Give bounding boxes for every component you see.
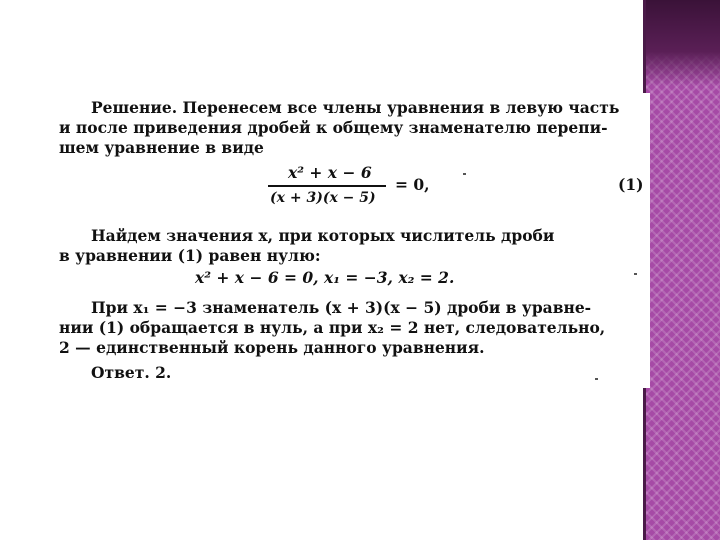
paragraph-1-line-3: шем уравнение в виде: [59, 138, 264, 157]
scan-speck: [595, 378, 598, 380]
paragraph-1-line-2: и после приведения дробей к общему знаменателю перепи-: [59, 118, 608, 137]
equation-2: x² + x − 6 = 0, x₁ = −3, x₂ = 2.: [195, 268, 455, 287]
paragraph-3-line-1: При x₁ = −3 знаменатель (x + 3)(x − 5) дроби в уравне-: [91, 298, 592, 317]
paragraph-1-line-1-text: Перенесем все члены уравнения в левую часть: [182, 98, 620, 117]
equation-1-rhs: = 0,: [395, 175, 430, 194]
paragraph-3-line-2: нии (1) обращается в нуль, а при x₂ = 2 нет, следовательно,: [59, 318, 606, 337]
solution-label: Решение.: [91, 98, 178, 117]
scan-speck: [463, 173, 466, 175]
paragraph-1-line-1: [91, 98, 619, 118]
equation-1-number: (1): [618, 175, 644, 194]
paragraph-2-line-1: Найдем значения x, при которых числитель дроби: [91, 226, 555, 245]
equation-1-numerator: x² + x − 6: [288, 163, 372, 182]
answer-line: Ответ. 2.: [91, 363, 172, 382]
fraction-bar: [268, 185, 386, 187]
paragraph-2-line-2: в уравнении (1) равен нулю:: [59, 246, 321, 265]
scanned-text-region: [55, 93, 650, 388]
decorative-band-dark-top: [643, 0, 720, 86]
scan-speck: [634, 273, 637, 275]
paragraph-3-line-3: 2 — единственный корень данного уравнения.: [59, 338, 485, 357]
equation-1-denominator: (x + 3)(x − 5): [270, 190, 376, 206]
